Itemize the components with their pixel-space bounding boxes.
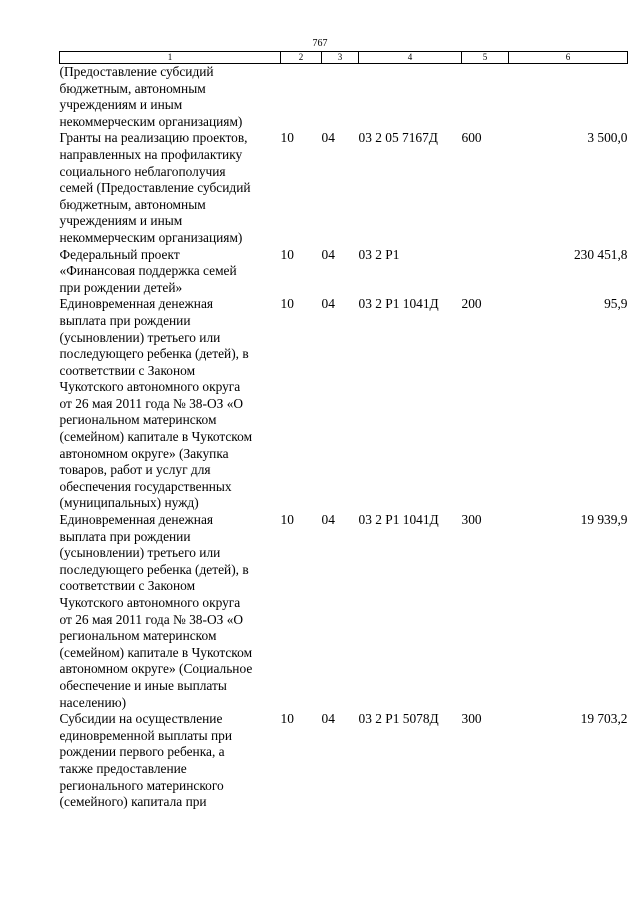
description-cell xyxy=(60,296,281,512)
expense-type-cell xyxy=(462,247,509,297)
amount-cell: 3 500,0 xyxy=(587,130,628,146)
subsection-cell: 04 xyxy=(321,512,335,528)
target-article-cell: 03 2 P1 1041Д xyxy=(358,296,439,312)
description-line: некоммерческим организациям) xyxy=(59,113,243,129)
description-line: Гранты на реализацию проектов, xyxy=(59,130,248,146)
description-line: рождении первого ребенка, а xyxy=(59,744,225,760)
description-line: (семейном) капитале в Чукотском xyxy=(59,429,253,445)
description-line: соответствии с Законом xyxy=(59,362,196,378)
description-line: (семейного) капитала при xyxy=(59,794,207,810)
table-row xyxy=(60,247,628,297)
description-line: выплата при рождении xyxy=(59,528,191,544)
amount-cell: 230 451,8 xyxy=(573,246,628,262)
table-body xyxy=(60,64,628,811)
description-line: (муниципальных) нужд) xyxy=(59,495,199,511)
column-number-1: 1 xyxy=(60,52,281,64)
expense-type-cell: 300 xyxy=(461,512,482,528)
table-header xyxy=(60,52,628,64)
description-line: последующего ребенка (детей), в xyxy=(59,346,249,362)
page-number: 767 xyxy=(312,38,328,49)
amount-cell: 19 939,9 xyxy=(580,512,628,528)
description-line: (усыновлении) третьего или xyxy=(59,545,221,561)
subsection-cell: 04 xyxy=(321,246,335,262)
description-line: автономном округе» (Социальное xyxy=(59,661,253,677)
section-cell xyxy=(281,64,322,131)
table-row xyxy=(60,512,628,711)
table-row xyxy=(60,64,628,131)
description-line: учреждениям и иным xyxy=(59,213,183,229)
description-line: некоммерческим организациям) xyxy=(59,229,243,245)
description-line: единовременной выплаты при xyxy=(59,727,233,743)
description-line: последующего ребенка (детей), в xyxy=(59,561,249,577)
description-line: (усыновлении) третьего или xyxy=(59,329,221,345)
description-line: товаров, работ и услуг для xyxy=(59,462,211,478)
section-cell: 10 xyxy=(280,130,294,146)
description-line: бюджетным, автономным xyxy=(59,80,206,96)
table-row xyxy=(60,130,628,246)
description-cell xyxy=(60,711,281,811)
description-line: от 26 мая 2011 года № 38-ОЗ «О xyxy=(59,395,244,411)
description-cell xyxy=(60,247,281,297)
expense-type-cell: 600 xyxy=(461,130,482,146)
target-article-cell: 03 2 P1 xyxy=(358,246,400,262)
target-article-cell: 03 2 05 7167Д xyxy=(358,130,438,146)
description-line: учреждениям и иным xyxy=(59,97,183,113)
description-line: регионального материнского xyxy=(59,777,224,793)
description-line: Субсидии на осуществление xyxy=(59,711,223,727)
section-cell: 10 xyxy=(280,512,294,528)
target-article-cell xyxy=(359,64,462,131)
section-cell: 10 xyxy=(280,246,294,262)
description-line: социального неблагополучия xyxy=(59,163,226,179)
description-line: бюджетным, автономным xyxy=(59,196,206,212)
description-line: «Финансовая поддержка семей xyxy=(59,263,237,279)
description-line: обеспечение и иные выплаты xyxy=(59,677,227,693)
description-line: семей (Предоставление субсидий xyxy=(59,180,251,196)
column-number-row xyxy=(60,52,628,64)
subsection-cell xyxy=(322,64,359,131)
description-line: направленных на профилактику xyxy=(59,146,243,162)
column-number-3: 3 xyxy=(322,52,359,64)
description-line: населению) xyxy=(59,694,127,710)
expense-type-cell xyxy=(462,64,509,131)
description-line: Федеральный проект xyxy=(59,246,180,262)
amount-cell: 19 703,2 xyxy=(580,711,628,727)
target-article-cell: 03 2 P1 1041Д xyxy=(358,512,439,528)
column-number-5: 5 xyxy=(462,52,509,64)
table-row xyxy=(60,296,628,512)
column-number-2: 2 xyxy=(281,52,322,64)
subsection-cell: 04 xyxy=(321,296,335,312)
amount-cell xyxy=(509,64,628,131)
description-line: от 26 мая 2011 года № 38-ОЗ «О xyxy=(59,611,244,627)
expense-type-cell: 200 xyxy=(461,296,482,312)
expense-type-cell: 300 xyxy=(461,711,482,727)
description-line: выплата при рождении xyxy=(59,312,191,328)
description-line: также предоставление xyxy=(59,760,187,776)
description-cell xyxy=(60,64,281,131)
budget-table xyxy=(59,51,628,811)
description-line: соответствии с Законом xyxy=(59,578,196,594)
description-line: региональном материнском xyxy=(59,412,217,428)
description-line: автономном округе» (Закупка xyxy=(59,445,229,461)
subsection-cell: 04 xyxy=(321,711,335,727)
section-cell: 10 xyxy=(280,711,294,727)
table-row xyxy=(60,711,628,811)
description-line: Единовременная денежная xyxy=(59,512,214,528)
description-line: Чукотского автономного округа xyxy=(59,595,241,610)
amount-cell: 95,9 xyxy=(604,296,628,312)
subsection-cell: 04 xyxy=(321,130,335,146)
description-cell xyxy=(60,130,281,246)
description-line: (Предоставление субсидий xyxy=(59,64,214,79)
target-article-cell: 03 2 P1 5078Д xyxy=(358,711,439,727)
column-number-6: 6 xyxy=(509,52,628,64)
description-line: (семейном) капитале в Чукотском xyxy=(59,644,253,660)
description-line: региональном материнском xyxy=(59,628,217,644)
section-cell: 10 xyxy=(280,296,294,312)
description-line: обеспечения государственных xyxy=(59,478,232,494)
description-cell xyxy=(60,512,281,711)
column-number-4: 4 xyxy=(359,52,462,64)
description-line: Чукотского автономного округа xyxy=(59,379,241,395)
description-line: при рождении детей» xyxy=(59,279,183,295)
description-line: Единовременная денежная xyxy=(59,296,214,312)
